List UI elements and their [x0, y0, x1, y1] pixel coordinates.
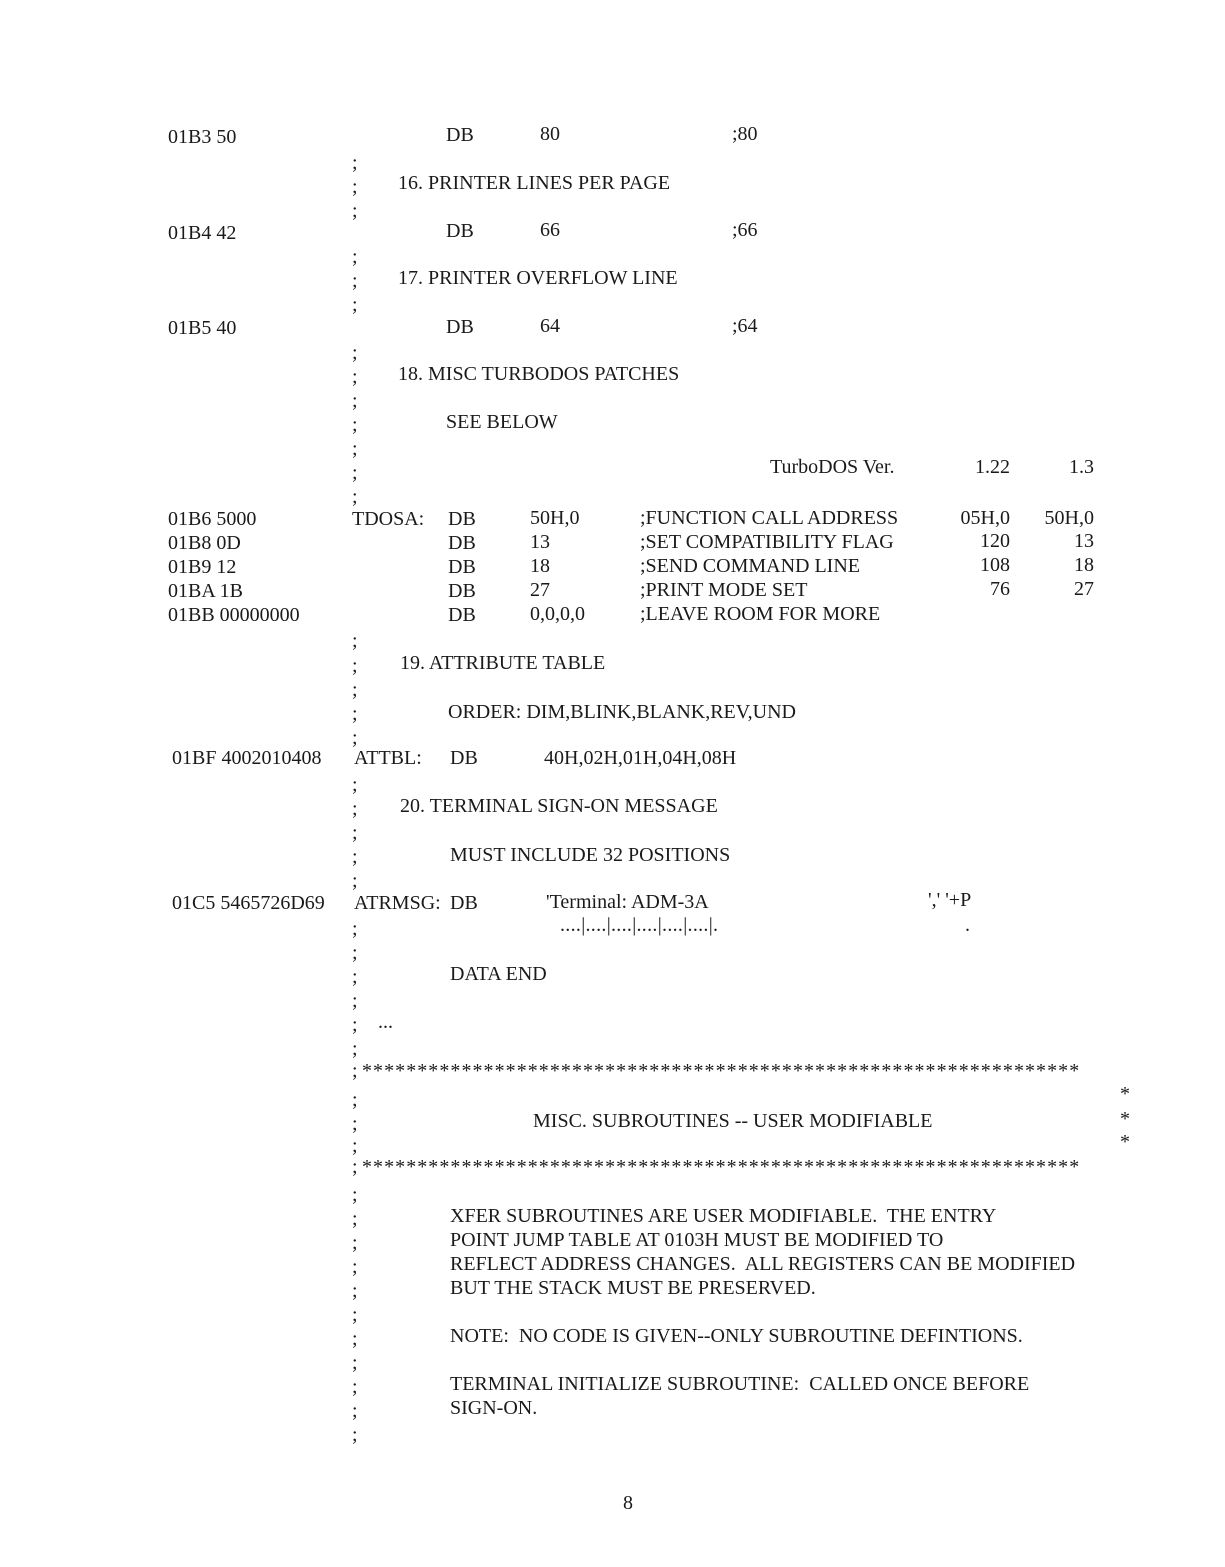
- note-text: NOTE: NO CODE IS GIVEN--ONLY SUBROUTINE DEFINTIONS.: [450, 1325, 1023, 1347]
- column-ruler-end: .: [965, 914, 970, 936]
- semicolon: ;: [352, 918, 358, 940]
- semicolon: ;: [352, 1328, 358, 1350]
- directive: DB: [450, 892, 478, 914]
- directive: DB: [448, 508, 476, 530]
- address-01b3: 01B3 50: [168, 126, 237, 148]
- version-1-22-value: 108: [980, 554, 1010, 576]
- sign-on-string-tail: ',' '+P: [928, 889, 972, 911]
- operand: 27: [530, 579, 550, 601]
- tdosa-label: TDOSA:: [352, 508, 425, 530]
- semicolon: ;: [352, 1280, 358, 1302]
- comment: ;80: [732, 123, 758, 145]
- semicolon: ;: [352, 774, 358, 796]
- section-heading-16: 16. PRINTER LINES PER PAGE: [398, 172, 671, 194]
- atrmsg-label: ATRMSG:: [354, 892, 441, 914]
- semicolon: ;: [352, 1135, 358, 1157]
- section-heading-20: 20. TERMINAL SIGN-ON MESSAGE: [400, 795, 718, 817]
- semicolon: ;: [352, 294, 358, 316]
- version-header-label: TurboDOS Ver.: [770, 456, 895, 478]
- operand: 40H,02H,01H,04H,08H: [544, 747, 737, 769]
- semicolon: ;: [352, 246, 358, 268]
- semicolon: ;: [352, 822, 358, 844]
- ellipsis: ...: [378, 1011, 393, 1033]
- operand: 80: [540, 123, 560, 145]
- section-heading-17: 17. PRINTER OVERFLOW LINE: [398, 267, 678, 289]
- directive: DB: [446, 220, 474, 242]
- semicolon: ;: [352, 870, 358, 892]
- comment: ;PRINT MODE SET: [640, 579, 808, 601]
- comment: ;LEAVE ROOM FOR MORE: [640, 603, 881, 625]
- semicolon: ;: [352, 1424, 358, 1446]
- semicolon: ;: [352, 1113, 358, 1135]
- version-1-22-value: 76: [990, 578, 1010, 600]
- comment: ;64: [732, 315, 758, 337]
- semicolon: ;: [352, 438, 358, 460]
- semicolon: ;: [352, 486, 358, 508]
- address-01bf: 01BF 4002010408: [172, 747, 322, 769]
- operand: 0,0,0,0: [530, 603, 585, 625]
- address-01b5: 01B5 40: [168, 317, 237, 339]
- address: 01B8 0D: [168, 532, 241, 554]
- semicolon: ;: [352, 703, 358, 725]
- semicolon: ;: [352, 342, 358, 364]
- semicolon: ;: [352, 152, 358, 174]
- comment: ;SEND COMMAND LINE: [640, 555, 860, 577]
- comment: ;SET COMPATIBILITY FLAG: [640, 531, 894, 553]
- semicolon: ;: [352, 1400, 358, 1422]
- attribute-order-text: ORDER: DIM,BLINK,BLANK,REV,UND: [448, 701, 796, 723]
- comment: ;66: [732, 219, 758, 241]
- version-1-3-value: 13: [1074, 530, 1094, 552]
- operand: 13: [530, 531, 550, 553]
- data-end-text: DATA END: [450, 963, 547, 985]
- version-1-3-value: 18: [1074, 554, 1094, 576]
- version-1-22-header: 1.22: [975, 456, 1010, 478]
- version-1-22-value: 05H,0: [960, 507, 1010, 529]
- section-heading-18: 18. MISC TURBODOS PATCHES: [398, 363, 680, 385]
- semicolon: ;: [352, 390, 358, 412]
- see-below-text: SEE BELOW: [446, 411, 558, 433]
- semicolon: ;: [352, 990, 358, 1012]
- semicolon: ;: [352, 630, 358, 652]
- must-include-text: MUST INCLUDE 32 POSITIONS: [450, 844, 731, 866]
- semicolon: ;: [352, 1304, 358, 1326]
- version-1-3-value: 27: [1074, 578, 1094, 600]
- version-1-3-header: 1.3: [1069, 456, 1094, 478]
- semicolon: ;: [352, 1014, 358, 1036]
- semicolon: ;: [352, 846, 358, 868]
- page-number: 8: [623, 1492, 633, 1514]
- address: 01B9 12: [168, 556, 237, 578]
- section-heading-19: 19. ATTRIBUTE TABLE: [400, 652, 606, 674]
- operand: 66: [540, 219, 560, 241]
- directive: DB: [446, 124, 474, 146]
- directive: DB: [448, 556, 476, 578]
- semicolon: ;: [352, 1232, 358, 1254]
- directive: DB: [446, 316, 474, 338]
- semicolon: ;: [352, 942, 358, 964]
- semicolon: ;: [352, 1256, 358, 1278]
- semicolon: ;: [352, 798, 358, 820]
- paragraph-line: BUT THE STACK MUST BE PRESERVED.: [450, 1277, 816, 1299]
- misc-subroutines-title: MISC. SUBROUTINES -- USER MODIFIABLE: [533, 1110, 933, 1132]
- sign-on-string: 'Terminal: ADM-3A: [546, 891, 709, 913]
- paragraph-line: POINT JUMP TABLE AT 0103H MUST BE MODIFIED TO: [450, 1229, 944, 1251]
- operand: 18: [530, 555, 550, 577]
- paragraph-line: XFER SUBROUTINES ARE USER MODIFIABLE. THE ENTRY: [450, 1205, 997, 1227]
- operand: 64: [540, 315, 560, 337]
- column-ruler: ....|....|....|....|....|....|.: [560, 914, 719, 936]
- paragraph-line: TERMINAL INITIALIZE SUBROUTINE: CALLED ONCE BEFORE: [450, 1373, 1030, 1395]
- comment: ;FUNCTION CALL ADDRESS: [640, 507, 899, 529]
- semicolon: ;: [352, 1376, 358, 1398]
- star-border-bottom: *****************************************************************: [362, 1156, 1081, 1178]
- star: *: [1120, 1131, 1130, 1153]
- directive: DB: [448, 532, 476, 554]
- semicolon: ;: [352, 366, 358, 388]
- directive: DB: [448, 604, 476, 626]
- version-1-3-value: 50H,0: [1044, 507, 1094, 529]
- semicolon: ;: [352, 1184, 358, 1206]
- semicolon: ;: [352, 176, 358, 198]
- operand: 50H,0: [530, 507, 580, 529]
- address: 01BA 1B: [168, 580, 244, 602]
- paragraph-line: SIGN-ON.: [450, 1397, 538, 1419]
- directive: DB: [450, 747, 478, 769]
- semicolon: ;: [352, 679, 358, 701]
- semicolon: ;: [352, 414, 358, 436]
- attbl-label: ATTBL:: [354, 747, 422, 769]
- semicolon: ;: [352, 462, 358, 484]
- semicolon: ;: [352, 727, 358, 749]
- semicolon: ;: [352, 1352, 358, 1374]
- semicolon: ;: [352, 1038, 358, 1060]
- semicolon: ;: [352, 270, 358, 292]
- semicolon: ;: [352, 200, 358, 222]
- semicolon: ;: [352, 1060, 358, 1082]
- semicolon: ;: [352, 1089, 358, 1111]
- star: *: [1120, 1083, 1130, 1105]
- paragraph-line: REFLECT ADDRESS CHANGES. ALL REGISTERS CAN BE MODIFIED: [450, 1253, 1076, 1275]
- semicolon: ;: [352, 1208, 358, 1230]
- star: *: [1120, 1108, 1130, 1130]
- directive: DB: [448, 580, 476, 602]
- address: 01BB 00000000: [168, 604, 300, 626]
- address: 01B6 5000: [168, 508, 257, 530]
- semicolon: ;: [352, 966, 358, 988]
- semicolon: ;: [352, 1156, 358, 1178]
- semicolon: ;: [352, 655, 358, 677]
- address-01b4: 01B4 42: [168, 222, 237, 244]
- address-01c5: 01C5 5465726D69: [172, 892, 325, 914]
- version-1-22-value: 120: [980, 530, 1010, 552]
- star-border-top: *****************************************************************: [362, 1060, 1081, 1082]
